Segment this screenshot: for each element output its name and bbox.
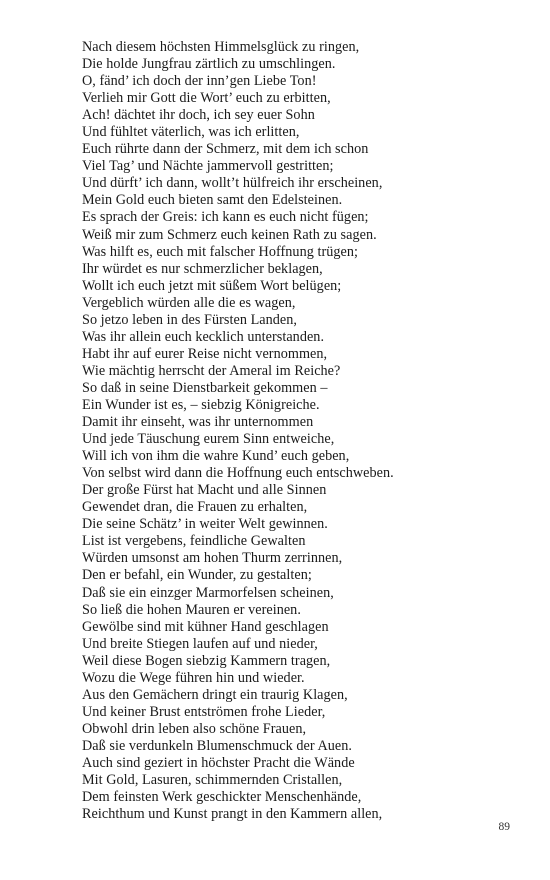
poem-line: Wozu die Wege führen hin und wieder.	[82, 669, 305, 686]
poem-line: Gewendet dran, die Frauen zu erhalten,	[82, 499, 308, 516]
poem-line: Vergeblich würden alle die es wagen,	[82, 294, 296, 311]
poem-line: Daß sie ein einzger Marmorfelsen scheinen,	[82, 584, 334, 601]
poem-line: Von selbst wird dann die Hoffnung euch entschweben.	[82, 465, 394, 482]
poem-line: Was ihr allein euch kecklich unterstanden.	[82, 328, 325, 345]
poem-line: Wie mächtig herrscht der Ameral im Reiche?	[82, 362, 341, 379]
poem-line: Ach! dächtet ihr doch, ich sey euer Sohn	[82, 107, 315, 124]
poem-line: O, fänd’ ich doch der inn’gen Liebe Ton!	[82, 73, 317, 90]
poem-line: Aus den Gemächern dringt ein traurig Klagen,	[82, 686, 348, 703]
poem-line: Viel Tag’ und Nächte jammervoll gestritten;	[82, 158, 334, 175]
poem-line: Und fühltet väterlich, was ich erlitten,	[82, 124, 300, 141]
poem-line: Wollt ich euch jetzt mit süßem Wort belügen;	[82, 277, 342, 294]
poem-line: Euch rührte dann der Schmerz, mit dem ich schon	[82, 141, 369, 158]
poem-line: Will ich von ihm die wahre Kund’ euch geben,	[82, 448, 350, 465]
poem-line: Reichthum und Kunst prangt in den Kammern allen,	[82, 806, 383, 823]
poem-line: Habt ihr auf eurer Reise nicht vernommen,	[82, 345, 328, 362]
poem-line: So daß in seine Dienstbarkeit gekommen –	[82, 379, 328, 396]
poem-line: Der große Fürst hat Macht und alle Sinnen	[82, 482, 327, 499]
poem-line: Würden umsonst am hohen Thurm zerrinnen,	[82, 550, 343, 567]
poem-line: Dem feinsten Werk geschickter Menschenhände,	[82, 789, 362, 806]
poem-line: Es sprach der Greis: ich kann es euch nicht fügen;	[82, 209, 369, 226]
poem-line: Und dürft’ ich dann, wollt’t hülfreich ihr erscheinen,	[82, 175, 383, 192]
poem-line: Weiß mir zum Schmerz euch keinen Rath zu sagen.	[82, 226, 377, 243]
poem-line: Ein Wunder ist es, – siebzig Königreiche.	[82, 396, 320, 413]
poem-line: Was hilft es, euch mit falscher Hoffnung trügen;	[82, 243, 358, 260]
poem-line: Den er befahl, ein Wunder, zu gestalten;	[82, 567, 312, 584]
poem-line: Ihr würdet es nur schmerzlicher beklagen,	[82, 260, 323, 277]
poem-line: Auch sind geziert in höchster Pracht die Wände	[82, 754, 355, 771]
poem-line: Die seine Schätz’ in weiter Welt gewinnen.	[82, 516, 328, 533]
poem-line: Nach diesem höchsten Himmelsglück zu ringen,	[82, 39, 360, 55]
poem-line: So ließ die hohen Mauren er vereinen.	[82, 601, 301, 618]
poem-line: Obwohl drin leben also schöne Frauen,	[82, 720, 307, 737]
page-number: 89	[498, 821, 510, 833]
poem-line: Damit ihr einseht, was ihr unternommen	[82, 414, 314, 431]
poem-line: List ist vergebens, feindliche Gewalten	[82, 533, 306, 550]
poem-line: Und jede Täuschung eurem Sinn entweiche,	[82, 431, 335, 448]
poem-line: Mein Gold euch bieten samt den Edelsteinen.	[82, 192, 343, 209]
poem-line: Die holde Jungfrau zärtlich zu umschlingen.	[82, 56, 336, 73]
poem-text	[82, 39, 522, 823]
poem-line: Verlieh mir Gott die Wort’ euch zu erbitten,	[82, 90, 331, 107]
poem-line: Daß sie verdunkeln Blumenschmuck der Auen.	[82, 737, 353, 754]
poem-line: Und keiner Brust entströmen frohe Lieder,	[82, 703, 326, 720]
poem-line: Mit Gold, Lasuren, schimmernden Cristallen,	[82, 772, 343, 789]
poem-line: So jetzo leben in des Fürsten Landen,	[82, 311, 298, 328]
poem-line: Weil diese Bogen siebzig Kammern tragen,	[82, 652, 331, 669]
poem-line: Gewölbe sind mit kühner Hand geschlagen	[82, 618, 329, 635]
poem-line: Und breite Stiegen laufen auf und nieder,	[82, 635, 318, 652]
